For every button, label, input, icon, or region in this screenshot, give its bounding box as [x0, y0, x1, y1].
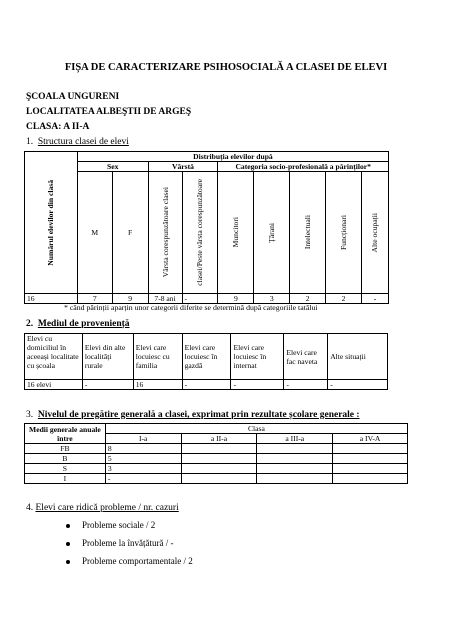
- origin-header: Elevi care locuiesc cu familia: [133, 334, 182, 380]
- age-header: Vârstă: [148, 162, 218, 172]
- table-cell: 9: [112, 294, 148, 304]
- origin-header: Elevi care locuiesc în internat: [231, 334, 284, 380]
- list-item: Probleme comportamentale / 2: [66, 556, 193, 566]
- cat-tarani: Țărani: [254, 172, 290, 294]
- students-count-header: Numărul elevilor din clasă: [25, 152, 78, 294]
- section-4-heading: [26, 503, 179, 513]
- section-1-title: Structura clasei de elevi: [37, 137, 129, 147]
- row-label: I: [25, 474, 106, 484]
- table-cell: -: [182, 294, 218, 304]
- table-cell: 5: [105, 454, 181, 464]
- table-cell: [257, 474, 333, 484]
- table-cell: [181, 464, 257, 474]
- table-cell: [181, 444, 257, 454]
- results-table: [24, 423, 408, 484]
- section-3-number: 3.: [26, 410, 34, 420]
- table-row: [25, 294, 389, 304]
- table-row: [25, 474, 408, 484]
- section-2-heading: [26, 319, 130, 329]
- school-name: ŞCOALA UNGURENI: [26, 92, 120, 102]
- age-over-header: clasei/Peste vârsta corespunzătoare: [182, 172, 218, 294]
- grade-col-2: a II-a: [181, 434, 257, 444]
- origin-header: Elevi cu domiciliul în aceeași localitate cu școala: [25, 334, 83, 380]
- cat-functionari: Funcționari: [326, 172, 362, 294]
- grade-col-4: a IV-A: [333, 434, 408, 444]
- section-3-title: Nivelul de pregătire generală a clasei, exprimat prin rezultate școlare generale :: [37, 410, 360, 420]
- table-row: [25, 380, 388, 390]
- table-row: [25, 464, 408, 474]
- averages-header: Medii generale anuale între: [25, 424, 106, 444]
- grade-col-3: a III-a: [257, 434, 333, 444]
- table-cell: 7-8 ani: [148, 294, 182, 304]
- document-title: FIȘA DE CARACTERIZARE PSIHOSOCIALĂ A CLASEI DE ELEVI: [64, 62, 388, 73]
- table-cell: -: [82, 380, 133, 390]
- table-cell: 9: [218, 294, 254, 304]
- table-cell: -: [284, 380, 328, 390]
- origin-header: Alte situații: [328, 334, 388, 380]
- cat-intelectuali: Intelectuali: [290, 172, 326, 294]
- origin-header: Elevi din alte localități rurale: [82, 334, 133, 380]
- table-cell: -: [105, 474, 181, 484]
- row-label: FB: [25, 444, 106, 454]
- table-cell: [333, 454, 408, 464]
- grade-col-1: I-a: [105, 434, 181, 444]
- row-label: B: [25, 454, 106, 464]
- table-cell: [333, 464, 408, 474]
- table-cell: [257, 454, 333, 464]
- origin-table: [24, 333, 388, 390]
- cat-muncitori: Muncitori: [218, 172, 254, 294]
- table-row: [25, 454, 408, 464]
- table-row: [25, 444, 408, 454]
- class-header: Clasa: [105, 424, 407, 434]
- table-cell: [257, 464, 333, 474]
- list-item: Probleme la învățătură / -: [66, 538, 173, 548]
- table-cell: [257, 444, 333, 454]
- table-cell: -: [231, 380, 284, 390]
- table-cell: 8: [105, 444, 181, 454]
- section-3-heading: [26, 410, 360, 420]
- table-cell: [181, 474, 257, 484]
- bullet-icon: [66, 542, 70, 546]
- sex-header: Sex: [77, 162, 148, 172]
- table-cell: 16: [25, 294, 78, 304]
- list-item: Probleme sociale / 2: [66, 520, 155, 530]
- class-name: CLASA: A II-A: [26, 122, 90, 132]
- bullet-icon: [66, 560, 70, 564]
- table-cell: 7: [77, 294, 112, 304]
- table-cell: -: [328, 380, 388, 390]
- section-4-number: 4.: [26, 503, 34, 513]
- cat-alte: Alte ocupații: [361, 172, 388, 294]
- distribution-header: Distribuția elevilor după: [77, 152, 388, 162]
- origin-header: Elevi care locuiesc în gazdă: [182, 334, 231, 380]
- table-cell: [181, 454, 257, 464]
- row-label: S: [25, 464, 106, 474]
- section-1-heading: [26, 137, 129, 147]
- locality: LOCALITATEA ALBEŞTII DE ARGEŞ: [26, 107, 192, 117]
- table-cell: 16: [133, 380, 182, 390]
- section-4-title: Elevi care ridică probleme / nr. cazuri: [35, 503, 179, 513]
- footnote: * când părinții aparțin unor categorii diferite se determină după categoriile tatălui: [64, 303, 318, 312]
- socio-header: Categoria socio-profesională a părinților*: [218, 162, 389, 172]
- age-normal-header: Vârsta corespunzătoare clasei: [148, 172, 182, 294]
- table-cell: [333, 474, 408, 484]
- class-structure-table: [24, 151, 389, 304]
- table-cell: -: [182, 380, 231, 390]
- section-2-title: Mediul de proveniență: [37, 319, 130, 329]
- male-header: M: [77, 172, 112, 294]
- table-cell: 2: [290, 294, 326, 304]
- table-cell: 3: [254, 294, 290, 304]
- table-cell: 16 elevi: [25, 380, 83, 390]
- table-cell: 2: [326, 294, 362, 304]
- section-1-number: 1.: [26, 137, 34, 147]
- section-2-number: 2.: [26, 319, 34, 329]
- table-cell: [333, 444, 408, 454]
- table-cell: -: [361, 294, 388, 304]
- bullet-icon: [66, 524, 70, 528]
- origin-header: Elevi care fac naveta: [284, 334, 328, 380]
- female-header: F: [112, 172, 148, 294]
- table-cell: 3: [105, 464, 181, 474]
